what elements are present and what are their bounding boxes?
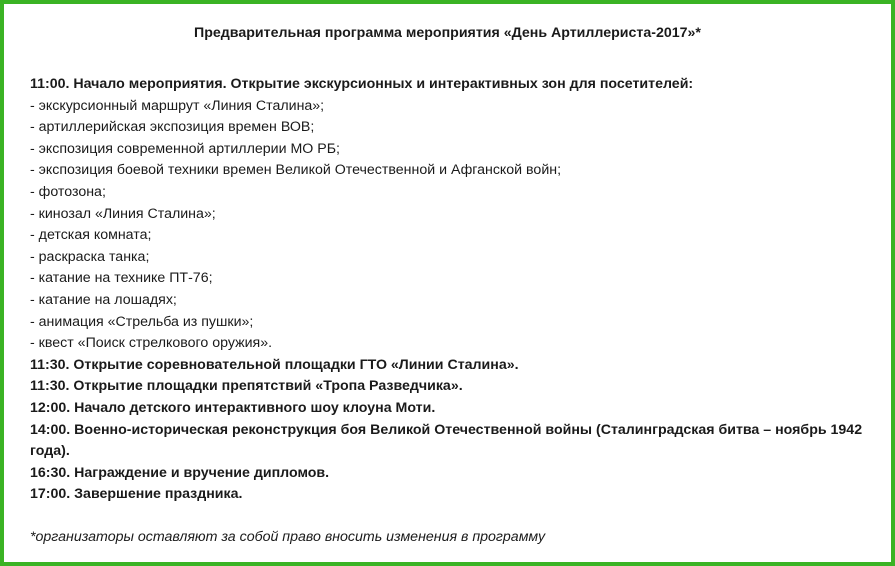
footnote: *организаторы оставляют за собой право вносить изменения в программу bbox=[30, 528, 546, 545]
list-item: - детская комната; bbox=[30, 227, 152, 244]
schedule-item: 14:00. Военно-историческая реконструкция боя Великой Отечественной войны (Сталинградская битва – ноябрь 1942 года). bbox=[30, 421, 863, 460]
list-item: - кинозал «Линия Сталина»; bbox=[30, 205, 216, 222]
page-title: Предварительная программа мероприятия «День Артиллериста-2017»* bbox=[194, 25, 701, 41]
list-item: - квест «Поиск стрелкового оружия». bbox=[30, 335, 273, 352]
list-item: - фотозона; bbox=[30, 183, 106, 200]
schedule-item: 12:00. Начало детского интерактивного шоу клоуна Моти. bbox=[30, 399, 436, 416]
activity-list bbox=[30, 96, 865, 355]
schedule-item: 16:30. Награждение и вручение дипломов. bbox=[30, 464, 330, 481]
list-item: - артиллерийская экспозиция времен ВОВ; bbox=[30, 119, 315, 136]
list-item: - раскраска танка; bbox=[30, 248, 150, 265]
list-item: - катание на лошадях; bbox=[30, 291, 177, 308]
schedule-item: 11:30. Открытие площадки препятствий «Тропа Разведчика». bbox=[30, 378, 463, 395]
list-item: - катание на технике ПТ-76; bbox=[30, 270, 213, 287]
opening-line: 11:00. Начало мероприятия. Открытие экскурсионных и интерактивных зон для посетителей: bbox=[30, 76, 694, 92]
list-item: - экскурсионный маршрут «Линия Сталина»; bbox=[30, 97, 325, 114]
list-item: - экспозиция боевой техники времен Великой Отечественной и Афганской войн; bbox=[30, 162, 562, 179]
program-content bbox=[30, 74, 865, 506]
schedule-item: 11:30. Открытие соревновательной площадки ГТО «Линии Сталина». bbox=[30, 356, 519, 373]
schedule-list bbox=[30, 355, 865, 506]
schedule-item: 17:00. Завершение праздника. bbox=[30, 486, 243, 503]
list-item: - анимация «Стрельба из пушки»; bbox=[30, 313, 254, 330]
list-item: - экспозиция современной артиллерии МО РБ; bbox=[30, 140, 340, 157]
